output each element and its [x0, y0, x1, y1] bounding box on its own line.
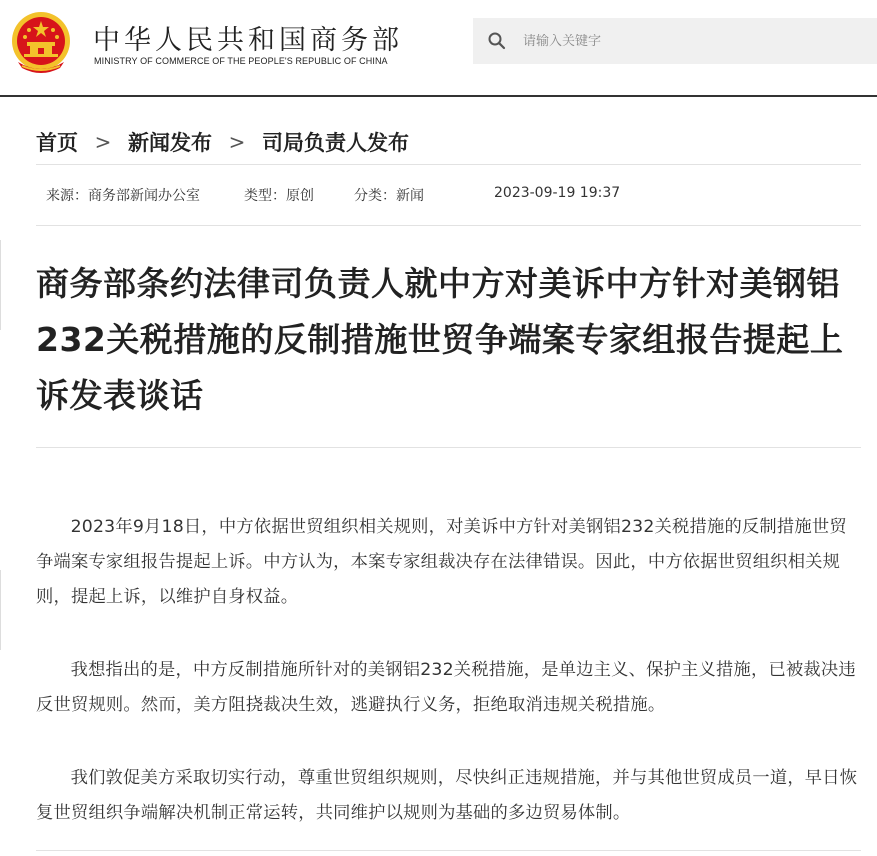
- site-name-english[interactable]: MINISTRY OF COMMERCE OF THE PEOPLE'S REPUBLIC OF CHINA: [94, 56, 388, 66]
- site-name[interactable]: 中华人民共和国商务部: [93, 25, 403, 56]
- meta-category: 分类：新闻: [354, 188, 424, 204]
- search-box[interactable]: [473, 18, 877, 64]
- breadcrumb-department-release[interactable]: 司局负责人发布: [262, 131, 409, 155]
- divider: [36, 850, 861, 851]
- breadcrumb-news-release[interactable]: 新闻发布: [128, 131, 212, 155]
- breadcrumb-home[interactable]: 首页: [36, 131, 78, 155]
- breadcrumb-separator: >: [94, 130, 112, 154]
- left-edge-line: [0, 570, 1, 650]
- header-divider: [0, 95, 877, 97]
- article-paragraph: 2023年9月18日，中方依据世贸组织相关规则，对美诉中方针对美钢铝232关税措施的反制措施世贸争端案专家组报告提起上诉。中方认为，本案专家组裁决存在法律错误。因此，中方依据世贸组织相关规则，提起上诉，以维护自身权益。: [36, 517, 847, 607]
- national-emblem-icon[interactable]: [10, 10, 72, 76]
- divider: [36, 447, 861, 448]
- search-input[interactable]: [523, 34, 853, 49]
- site-header: [0, 0, 877, 96]
- breadcrumb: [36, 127, 409, 157]
- article-paragraph: 我们敦促美方采取切实行动，尊重世贸组织规则，尽快纠正违规措施，并与其他世贸成员一道，早日恢复世贸组织争端解决机制正常运转，共同维护以规则为基础的多边贸易体制。: [36, 768, 858, 823]
- article-body: [36, 510, 862, 856]
- meta-type: 类型：原创: [244, 188, 314, 204]
- divider: [36, 225, 861, 226]
- search-icon[interactable]: [487, 31, 507, 51]
- article-paragraph: 我想指出的是，中方反制措施所针对的美钢铝232关税措施，是单边主义、保护主义措施，已被裁决违反世贸规则。然而，美方阻挠裁决生效，逃避执行义务，拒绝取消违规关税措施。: [36, 660, 856, 715]
- divider: [36, 164, 861, 165]
- meta-source: 来源：商务部新闻办公室: [46, 188, 200, 204]
- left-edge-line: [0, 240, 1, 330]
- meta-datetime: 2023-09-19 19:37: [494, 185, 621, 201]
- article-title: 商务部条约法律司负责人就中方对美诉中方针对美钢铝232关税措施的反制措施世贸争端案专家组报告提起上诉发表谈话: [36, 264, 844, 415]
- breadcrumb-separator: >: [228, 130, 246, 154]
